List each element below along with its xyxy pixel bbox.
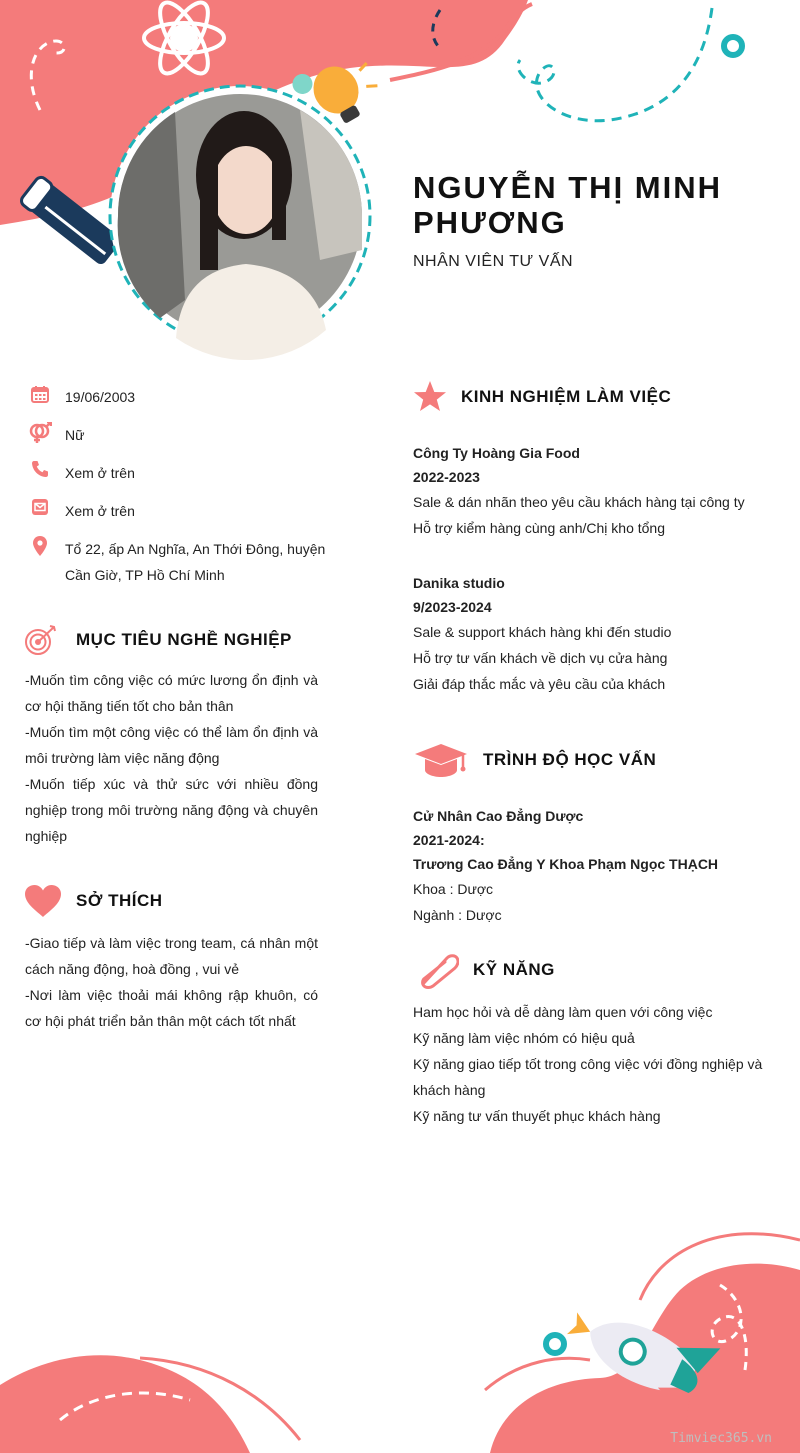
work-detail: Giải đáp thắc mắc và yêu cầu của khách <box>413 676 666 692</box>
contact-address <box>28 536 328 588</box>
phone-text: Xem ở trên <box>65 465 135 481</box>
skill-line: Kỹ năng tư vấn thuyết phục khách hàng <box>413 1108 661 1124</box>
target-icon <box>24 624 58 656</box>
graduation-cap-icon <box>413 742 469 778</box>
email-text: Xem ở trên <box>65 503 135 519</box>
experience-heading <box>413 380 671 414</box>
work-detail: Hỗ trợ tư vấn khách về dịch vụ cửa hàng <box>413 650 668 666</box>
objective-line: -Muốn tìm công việc có mức lương ổn định và cơ hội thăng tiến tốt cho bản thân <box>25 672 318 714</box>
calendar-icon <box>28 384 52 406</box>
hobbies-body <box>25 930 318 1034</box>
avatar <box>118 94 362 360</box>
objective-title: MỤC TIÊU NGHỀ NGHIỆP <box>76 630 292 649</box>
education-body <box>413 804 783 928</box>
degree: Cử Nhân Cao Đẳng Dược <box>413 808 584 824</box>
birthday-text: 19/06/2003 <box>65 389 136 405</box>
hobbies-heading <box>24 884 163 918</box>
experience-title: KINH NGHIỆM LÀM VIỆC <box>461 387 672 406</box>
teal-ring-bottom-icon <box>546 1335 564 1353</box>
faculty: Khoa : Dược <box>413 881 494 897</box>
company-name: Danika studio <box>413 575 505 591</box>
teal-ring-icon <box>724 37 742 55</box>
education-heading <box>413 742 656 778</box>
objective-line: -Muốn tìm một công việc có thể làm ổn định và môi trường làm việc năng động <box>25 724 318 766</box>
school-name: Trương Cao Đẳng Y Khoa Phạm Ngọc THẠCH <box>413 856 719 872</box>
skills-heading <box>415 950 555 990</box>
work-period: 2022-2023 <box>413 469 480 485</box>
skill-line: Kỹ năng giao tiếp tốt trong công việc với đồng nghiệp và khách hàng <box>413 1056 763 1098</box>
hobby-line: -Nơi làm việc thoải mái không rập khuôn, có cơ hội phát triển bản thân một cách tốt nhất <box>25 987 318 1029</box>
work-detail: Hỗ trợ kiểm hàng cùng anh/Chị kho tổng <box>413 520 665 536</box>
hobby-line: -Giao tiếp và làm việc trong team, cá nhân một cách năng động, hoà đồng , vui vẻ <box>25 935 318 977</box>
hobbies-title: SỞ THÍCH <box>76 891 163 910</box>
job-title: NHÂN VIÊN TƯ VẤN <box>413 253 574 270</box>
paperclip-icon <box>415 950 459 990</box>
objective-body <box>25 667 318 849</box>
heart-icon <box>24 884 62 918</box>
location-icon <box>28 536 52 558</box>
skills-body <box>413 999 783 1129</box>
work-detail: Sale & support khách hàng khi đến studio <box>413 624 672 640</box>
work-period: 9/2023-2024 <box>413 599 492 615</box>
experience-item <box>413 441 783 541</box>
star-icon <box>413 380 447 414</box>
email-icon <box>28 498 52 520</box>
contact-phone <box>28 460 328 486</box>
bottom-left-blob <box>0 1355 250 1453</box>
candidate-name: NGUYỄN THỊ MINH PHƯƠNG <box>413 170 722 240</box>
teal-dashed-swirl <box>518 8 712 121</box>
skill-line: Ham học hỏi và dễ dàng làm quen với công việc <box>413 1004 713 1020</box>
contact-email <box>28 498 328 524</box>
gender-icon <box>28 422 52 444</box>
education-title: TRÌNH ĐỘ HỌC VẤN <box>483 750 657 769</box>
contact-gender <box>28 422 328 448</box>
gender-text: Nữ <box>65 427 85 443</box>
work-detail: Sale & dán nhãn theo yêu cầu khách hàng tại công ty <box>413 494 745 510</box>
contact-birthday <box>28 384 328 410</box>
address-text: Tổ 22, ấp An Nghĩa, An Thới Đông, huyện Cần Giờ, TP Hồ Chí Minh <box>65 541 326 583</box>
objective-line: -Muốn tiếp xúc và thử sức với nhiều đồng nghiệp trong môi trường năng động và chuyên nghiệp <box>25 776 318 844</box>
education-period: 2021-2024: <box>413 832 485 848</box>
major: Ngành : Dược <box>413 907 502 923</box>
objective-heading <box>24 624 292 656</box>
company-name: Công Ty Hoàng Gia Food <box>413 445 580 461</box>
phone-icon <box>28 460 52 482</box>
skills-title: KỸ NĂNG <box>473 960 555 979</box>
skill-line: Kỹ năng làm việc nhóm có hiệu quả <box>413 1030 635 1046</box>
footer-brand: Timviec365.vn <box>670 1431 772 1446</box>
experience-item <box>413 571 783 697</box>
